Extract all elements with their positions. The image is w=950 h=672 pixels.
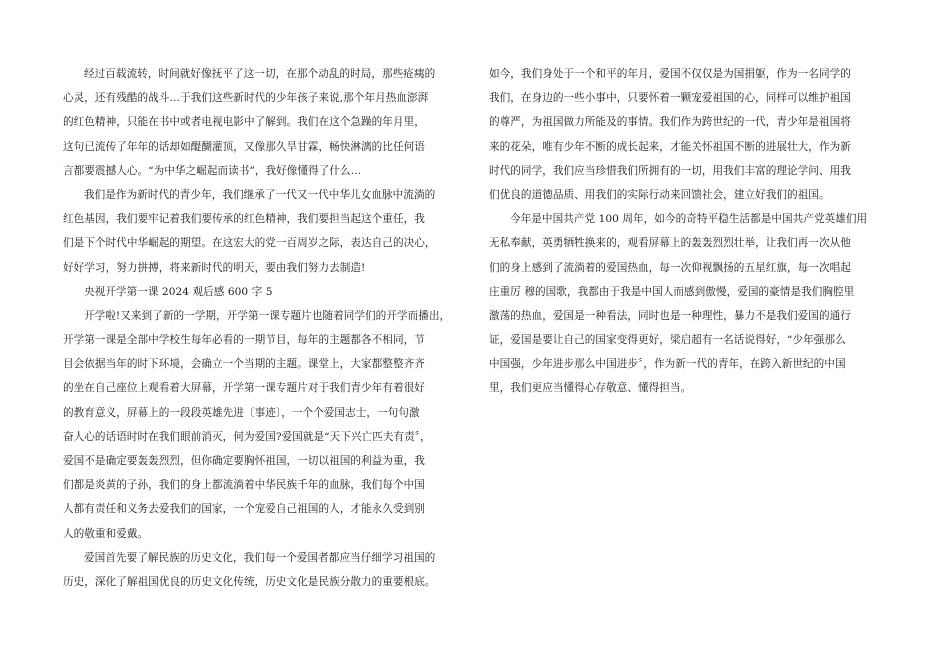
text-line: 奋人心的话语时时在我们眼前消灭，何为爱国?爱国就是“天下兴亡匹夫有责〞， bbox=[63, 430, 431, 443]
text-line: 们的身上感到了流淌着的爱国热血，每一次仰视飘扬的五星红旗，每一次唱起 bbox=[489, 261, 851, 274]
text-line: 心灵，还有残酷的战斗…于我们这些新时代的少年孩子来说,那个年月热血澎湃 bbox=[63, 92, 429, 105]
text-line: 经过百载流转，时间就好像抚平了这一切，在那个动乱的时局，那些疮痍的 bbox=[84, 68, 436, 80]
text-line: 红色基因，我们要牢记着我们要传承的红色精神，我们要担当起这个重任，我 bbox=[63, 213, 425, 226]
text-line: 如今，我们身处于一个和平的年月，爱国不仅仅是为国捐躯，作为一名同学的 bbox=[489, 68, 851, 80]
text-line: 们优良的道德品质、用我们的实际行动来回馈社会，建立好我们的祖国。 bbox=[489, 188, 830, 201]
text-line: 庄重厉 穆的国歌，我都由于我是中国人而感到傲慢，爱国的豪情是我们胸腔里 bbox=[489, 285, 855, 298]
text-line: 今年是中国共产党 100 周年，如今的奇特平稳生活都是中国共产党英雄们用 bbox=[510, 213, 868, 226]
section-heading: 央视开学第一课 2024 观后感 600 字 5 bbox=[84, 285, 273, 298]
text-line: 无私奉献，英勇牺牲换来的，观看屏幕上的轰轰烈烈壮举，让我们再一次从他 bbox=[489, 237, 851, 250]
text-line: 们都是炎黄的子孙，我们的身上都流淌着中华民族千年的血脉，我们每个中国 bbox=[63, 479, 425, 492]
text-line: 激荡的热血，爱国是一种看法，同时也是一种理性，暴力不是我们爱国的通行 bbox=[489, 309, 851, 322]
text-line: 好好学习，努力拼搏，将来新时代的明天，要由我们努力去制造! bbox=[63, 261, 366, 274]
text-line: 的教育意义，屏幕上的一段段英雄先进〔事迹〕，一个个爱国志士，一句句激 bbox=[63, 406, 420, 419]
text-line: 目会依据当年的时下环境，会确立一个当期的主题。课堂上，大家都整整齐齐 bbox=[63, 358, 425, 371]
text-line: 我们是作为新时代的青少年，我们继承了一代又一代中华儿女血脉中流淌的 bbox=[84, 188, 436, 201]
text-line: 来的花朵，唯有少年不断的成长起来，才能关怀祖国不断的进展壮大，作为新 bbox=[489, 140, 851, 153]
left-column bbox=[63, 62, 461, 594]
text-line: 人的敬重和爱戴。 bbox=[63, 527, 149, 540]
text-line: 证，爱国是要让自己的国家变得更好，梁启超有一名话说得好，“少年强那么 bbox=[489, 334, 846, 347]
text-line: 的坐在自己座位上观看着大屏幕，开学第一课专题片对于我们青少年有着很好 bbox=[63, 382, 425, 395]
text-line: 人都有责任和义务去爱我们的国家，一个宠爱自己祖国的人，才能永久受到别 bbox=[63, 503, 425, 516]
text-line: 开学第一课是全部中学校生每年必看的一期节目，每年的主题都各不相同，节 bbox=[63, 334, 425, 347]
text-line: 时代的同学，我们应当珍惜我们所拥有的一切，用我们丰富的理论学问、用我 bbox=[489, 164, 851, 177]
text-line: 历史，深化了解祖国优良的历史文化传统，历史文化是民族分散力的重要根底。 bbox=[63, 575, 436, 588]
text-line: 中国强，少年进步那么中国进步〞，作为新一代的青年，在跨入新世纪的中国 bbox=[489, 358, 846, 371]
right-column bbox=[489, 62, 885, 401]
text-line: 里，我们更应当懂得心存敬意、懂得担当。 bbox=[489, 382, 692, 395]
text-line: 爱国首先要了解民族的历史文化，我们每一个爱国者都应当仔细学习祖国的 bbox=[84, 551, 436, 564]
text-line: 这句已流传了年年的话却如醍醐灌顶，又像那久旱甘霖，畅快淋漓的比任何语 bbox=[63, 140, 425, 153]
text-line: 开学啦!又来到了新的一学期，开学第一课专题片也随着同学们的开学而播出， bbox=[84, 309, 451, 322]
text-line: 言都要震撼人心。“为中华之崛起而读书”，我好像懂得了什么… bbox=[63, 164, 362, 177]
text-line: 的尊严，为祖国做力所能及的事情。我们作为跨世纪的一代，青少年是祖国将 bbox=[489, 116, 851, 129]
text-line: 我们，在身边的一些小事中，只要怀着一颗宠爱祖国的心，同样可以维护祖国 bbox=[489, 92, 851, 105]
text-line: 的红色精神，只能在书中或者电视电影中了解到。我们在这个急躁的年月里， bbox=[63, 116, 425, 129]
text-line: 们是下个时代中华崛起的期望。在这宏大的党一百周岁之际，表达自己的决心， bbox=[63, 237, 436, 250]
text-line: 爱国不是确定要轰轰烈烈，但你确定要胸怀祖国，一切以祖国的利益为重，我 bbox=[63, 455, 425, 467]
